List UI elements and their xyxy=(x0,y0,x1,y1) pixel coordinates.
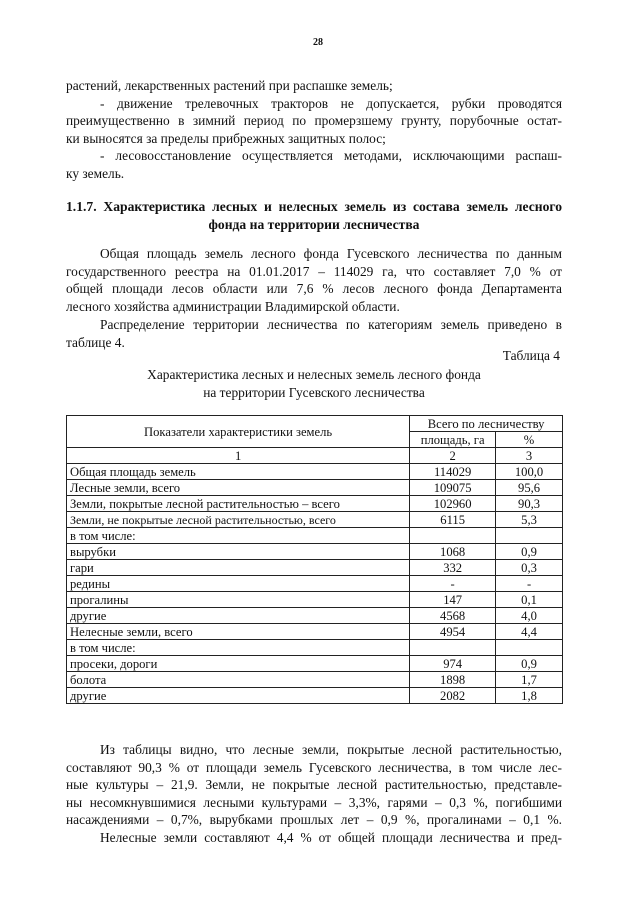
row-percent: 5,3 xyxy=(496,512,563,528)
intro-line: преимущественно в зимний период по промерзшему грунту, порубочные остат- xyxy=(66,113,562,128)
conclusion-line: ные культуры – 21,9. Земли, не покрытые лесной растительностью, представле- xyxy=(66,777,562,792)
row-percent: 100,0 xyxy=(496,464,563,480)
conclusion-line: составляют 90,3 % от площади земель Гусевского лесничества, в том числе лес- xyxy=(66,759,562,775)
header-group: Всего по лесничеству xyxy=(410,416,563,432)
row-name: другие xyxy=(67,688,410,704)
intro-line: растений, лекарственных растений при распашке земель; xyxy=(66,78,393,93)
row-percent xyxy=(496,528,563,544)
row-percent: 4,4 xyxy=(496,624,563,640)
table-title-line: Характеристика лесных и нелесных земель лесного фонда xyxy=(147,367,481,382)
header-indicator: Показатели характеристики земель xyxy=(67,416,410,448)
row-percent: 0,1 xyxy=(496,592,563,608)
conclusion-line: насаждениями – 0,7%, вырубками прошлых лет – 0,9 %, прогалинами – 0,1 %. xyxy=(66,812,562,827)
table-row xyxy=(67,464,563,480)
row-area: 102960 xyxy=(410,496,496,512)
table-row xyxy=(67,576,563,592)
conclusion-paragraph xyxy=(66,741,562,846)
intro-line: - движение трелевочных тракторов не допускается, рубки проводятся xyxy=(100,95,562,111)
table-row xyxy=(67,624,563,640)
table-row xyxy=(67,496,563,512)
row-name: прогалины xyxy=(67,592,410,608)
paragraph-line: лесного хозяйства администрации Владимирской области. xyxy=(66,298,400,314)
column-number: 2 xyxy=(410,448,496,464)
row-area: 147 xyxy=(410,592,496,608)
table-row xyxy=(67,640,563,656)
table-row xyxy=(67,544,563,560)
row-area xyxy=(410,640,496,656)
column-number: 1 xyxy=(67,448,410,464)
row-name: в том числе: xyxy=(67,640,410,656)
intro-line: ку земель. xyxy=(66,165,125,181)
row-area: - xyxy=(410,576,496,592)
row-area: 4568 xyxy=(410,608,496,624)
row-name: Лесные земли, всего xyxy=(67,480,410,496)
table-row xyxy=(67,592,563,608)
conclusion-line: Нелесные земли составляют 4,4 % от общей площади лесничества и пред- xyxy=(100,829,562,845)
land-table xyxy=(66,415,563,704)
row-percent: 0,9 xyxy=(496,656,563,672)
row-percent: 95,6 xyxy=(496,480,563,496)
table-title xyxy=(66,366,562,401)
row-area: 6115 xyxy=(410,512,496,528)
table-title-line: на территории Гусевского лесничества xyxy=(203,384,425,400)
row-name: Общая площадь земель xyxy=(67,464,410,480)
row-percent xyxy=(496,640,563,656)
table-row xyxy=(67,512,563,528)
row-area: 109075 xyxy=(410,480,496,496)
row-percent: 1,7 xyxy=(496,672,563,688)
row-percent: - xyxy=(496,576,563,592)
row-name: в том числе: xyxy=(67,528,410,544)
row-name: другие xyxy=(67,608,410,624)
column-number: 3 xyxy=(496,448,563,464)
row-name: вырубки xyxy=(67,544,410,560)
header-area: площадь, га xyxy=(410,432,496,448)
intro-paragraph xyxy=(66,77,562,182)
heading-line: фонда на территории лесничества xyxy=(208,216,420,232)
heading-line: 1.1.7. Характеристика лесных и нелесных земель из состава земель лесного xyxy=(66,199,562,214)
intro-line: ки выносятся за пределы прибрежных защитных полос; xyxy=(66,130,386,146)
paragraph-line: государственного реестра на 01.01.2017 – 114029 га, что составляет 7,0 % от xyxy=(66,263,562,279)
row-area: 114029 xyxy=(410,464,496,480)
table-row xyxy=(67,560,563,576)
table-row xyxy=(67,480,563,496)
table-label: Таблица 4 xyxy=(502,348,560,363)
distribution-paragraph xyxy=(66,316,562,351)
conclusion-line: Из таблицы видно, что лесные земли, покрытые лесной растительностью, xyxy=(100,742,562,757)
row-name: просеки, дороги xyxy=(67,656,410,672)
table-row xyxy=(67,528,563,544)
area-paragraph xyxy=(66,245,562,315)
row-name: Земли, покрытые лесной растительностью – всего xyxy=(67,496,410,512)
table-row xyxy=(67,688,563,704)
row-percent: 90,3 xyxy=(496,496,563,512)
table-row xyxy=(67,608,563,624)
conclusion-line: ны несомкнувшимися лесными культурами – 3,3%, гарями – 0,3 %, погибшими xyxy=(66,794,562,810)
row-name: Нелесные земли, всего xyxy=(67,624,410,640)
paragraph-line: Распределение территории лесничества по категориям земель приведено в xyxy=(100,317,562,332)
row-percent: 4,0 xyxy=(496,608,563,624)
row-name: Земли, не покрытые лесной растительностью, всего xyxy=(67,512,410,528)
row-area: 332 xyxy=(410,560,496,576)
table-row xyxy=(67,672,563,688)
row-percent: 1,8 xyxy=(496,688,563,704)
row-area: 4954 xyxy=(410,624,496,640)
row-percent: 0,9 xyxy=(496,544,563,560)
row-name: гари xyxy=(67,560,410,576)
row-name: болота xyxy=(67,672,410,688)
intro-line: - лесовосстановление осуществляется методами, исключающими распаш- xyxy=(100,148,562,163)
paragraph-line: таблице 4. xyxy=(66,334,125,350)
paragraph-line: Общая площадь земель лесного фонда Гусевского лесничества по данным xyxy=(100,246,562,261)
row-area: 1068 xyxy=(410,544,496,560)
row-area: 2082 xyxy=(410,688,496,704)
paragraph-line: общей площади лесов области или 7,6 % лесов лесного фонда Департамента xyxy=(66,281,562,296)
row-name: редины xyxy=(67,576,410,592)
page-number: 28 xyxy=(313,37,323,48)
row-area xyxy=(410,528,496,544)
row-area: 974 xyxy=(410,656,496,672)
header-percent: % xyxy=(496,432,563,448)
row-area: 1898 xyxy=(410,672,496,688)
table-row xyxy=(67,656,563,672)
section-heading xyxy=(66,198,562,233)
row-percent: 0,3 xyxy=(496,560,563,576)
